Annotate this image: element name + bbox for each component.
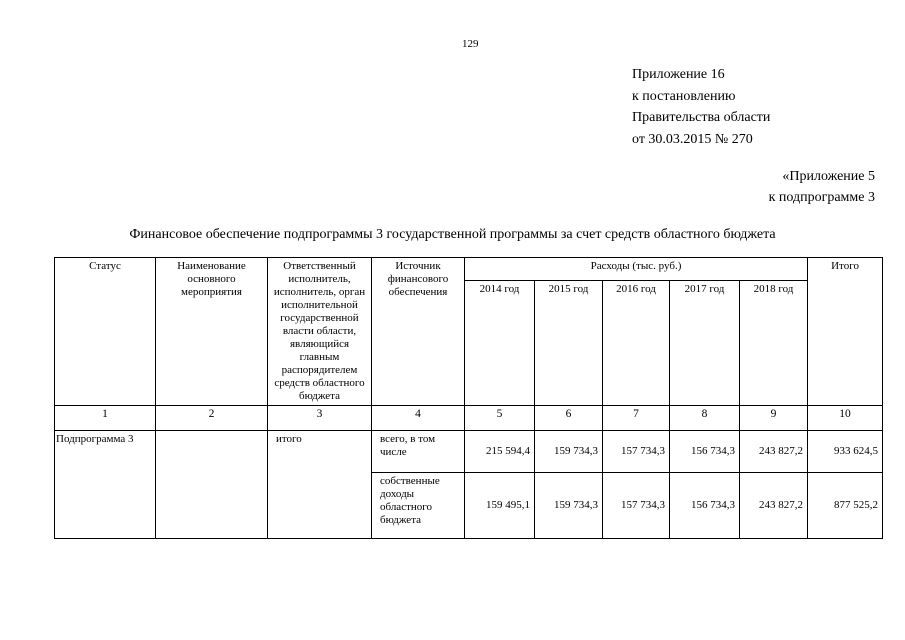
- header-measure: Наименование основного мероприятия: [156, 258, 268, 406]
- index-row: [55, 406, 883, 431]
- executor-cell: итого: [268, 431, 372, 539]
- value-total: 877 525,2: [808, 473, 883, 539]
- index-cell: 5: [465, 406, 535, 431]
- value-2017: 156 734,3: [670, 473, 740, 539]
- status-cell: Подпрограмма 3: [55, 431, 156, 539]
- annex-block: [769, 166, 875, 208]
- index-cell: 1: [55, 406, 156, 431]
- approval-line-2: к постановлению: [632, 88, 736, 104]
- index-cell: 3: [268, 406, 372, 431]
- index-cell: 10: [808, 406, 883, 431]
- index-cell: 8: [670, 406, 740, 431]
- header-year-2015: 2015 год: [535, 281, 603, 406]
- header-year-2016: 2016 год: [603, 281, 670, 406]
- header-status: Статус: [55, 258, 156, 406]
- measure-cell: [156, 431, 268, 539]
- header-executor: Ответственный исполнитель, исполнитель, орган исполнительной государственной власти области, являющийся главным распорядителем средств областного бюджета: [268, 258, 372, 406]
- index-cell: 9: [740, 406, 808, 431]
- value-2018: 243 827,2: [740, 431, 808, 473]
- financing-table: [54, 257, 883, 539]
- value-2015: 159 734,3: [535, 473, 603, 539]
- value-2018: 243 827,2: [740, 473, 808, 539]
- header-row-1: [55, 258, 883, 281]
- index-cell: 7: [603, 406, 670, 431]
- header-source: Источник финансового обеспечения: [372, 258, 465, 406]
- header-year-2014: 2014 год: [465, 281, 535, 406]
- value-2017: 156 734,3: [670, 431, 740, 473]
- value-total: 933 624,5: [808, 431, 883, 473]
- header-year-2017: 2017 год: [670, 281, 740, 406]
- page-number: 129: [462, 38, 479, 50]
- index-cell: 2: [156, 406, 268, 431]
- value-2016: 157 734,3: [603, 473, 670, 539]
- header-expenses: Расходы (тыс. руб.): [465, 258, 808, 281]
- approval-line-3: Правительства области: [632, 110, 771, 125]
- approval-block: [632, 64, 770, 150]
- header-total: Итого: [808, 258, 883, 406]
- source-cell: собственные доходы областного бюджета: [372, 473, 465, 539]
- document-title: Финансовое обеспечение подпрограммы 3 государственной программы за счет средств областного бюджета: [129, 227, 776, 242]
- table-row: [55, 431, 883, 473]
- approval-line-1: Приложение 16: [632, 67, 725, 82]
- approval-line-4: от 30.03.2015 № 270: [632, 131, 753, 147]
- value-2015: 159 734,3: [535, 431, 603, 473]
- index-cell: 6: [535, 406, 603, 431]
- header-year-2018: 2018 год: [740, 281, 808, 406]
- value-2016: 157 734,3: [603, 431, 670, 473]
- annex-line-2: к подпрограмме 3: [768, 190, 875, 205]
- value-2014: 159 495,1: [465, 473, 535, 539]
- source-cell: всего, в том числе: [372, 431, 465, 473]
- value-2014: 215 594,4: [465, 431, 535, 473]
- index-cell: 4: [372, 406, 465, 431]
- annex-line-1: «Приложение 5: [782, 169, 875, 184]
